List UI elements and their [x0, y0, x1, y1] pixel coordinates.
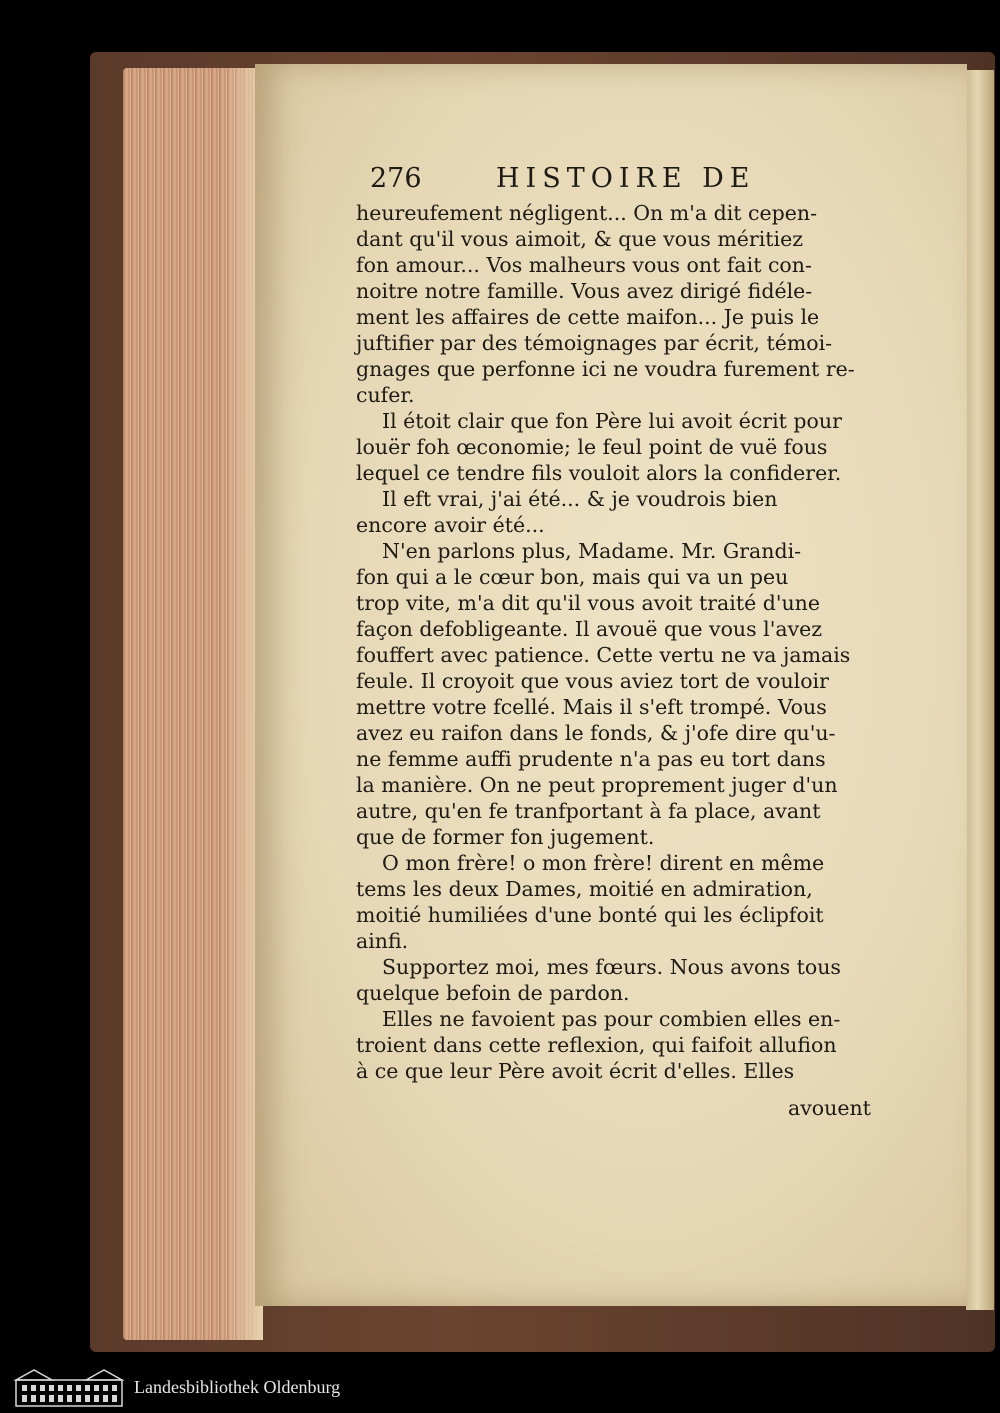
- library-building-icon: [14, 1368, 124, 1408]
- text-line: louër foh œconomie; le feul point de vuë fous: [356, 435, 828, 459]
- text-line: à ce que leur Père avoit écrit d'elles. Elles: [356, 1059, 795, 1083]
- text-line: N'en parlons plus, Madame. Mr. Grandi-: [382, 539, 802, 563]
- text-line: avez eu raifon dans le fonds, & j'ofe dire qu'u-: [356, 721, 836, 745]
- text-line: tems les deux Dames, moitié en admiration,: [356, 877, 813, 901]
- text-line: lequel ce tendre fils vouloit alors la confiderer.: [356, 461, 842, 485]
- text-line: heureufement négligent... On m'a dit cepen-: [356, 201, 818, 225]
- text-line: Supportez moi, mes fœurs. Nous avons tous: [382, 955, 841, 979]
- text-line: dant qu'il vous aimoit, & que vous méritiez: [356, 227, 803, 251]
- running-title: HISTOIRE DE: [496, 163, 756, 194]
- text-line: juftifier par des témoignages par écrit, témoi-: [356, 331, 833, 355]
- text-line: Elles ne favoient pas pour combien elles en-: [382, 1007, 841, 1031]
- text-line: troient dans cette reflexion, qui faifoit allufion: [356, 1033, 837, 1057]
- page-header: [370, 163, 790, 203]
- text-line: quelque befoin de pardon.: [356, 981, 630, 1005]
- facing-page-edge: [966, 70, 994, 1310]
- catchword: avouent: [788, 1096, 871, 1120]
- body-text: [356, 200, 896, 1084]
- library-name: Landesbibliothek Oldenburg: [134, 1377, 341, 1397]
- text-line: fon qui a le cœur bon, mais qui va un peu: [356, 565, 789, 589]
- text-line: trop vite, m'a dit qu'il vous avoit traité d'une: [356, 591, 821, 615]
- footer-bar: [0, 1360, 1000, 1413]
- text-line: fouffert avec patience. Cette vertu ne va jamais: [356, 643, 851, 667]
- text-line: mettre votre fcellé. Mais il s'eft trompé. Vous: [356, 695, 827, 719]
- text-line: la manière. On ne peut proprement juger d'un: [356, 773, 838, 797]
- text-line: gnages que perfonne ici ne voudra furement re-: [356, 357, 855, 381]
- text-line: Il étoit clair que fon Père lui avoit écrit pour: [382, 409, 842, 433]
- text-line: façon defobligeante. Il avouë que vous l'avez: [356, 617, 823, 641]
- text-line: ainfi.: [356, 929, 409, 953]
- text-line: cufer.: [356, 383, 415, 407]
- text-line: ment les affaires de cette maifon... Je puis le: [356, 305, 820, 329]
- text-line: O mon frère! o mon frère! dirent en même: [382, 851, 825, 875]
- page-edges: [123, 68, 263, 1340]
- page-number: 276: [370, 163, 422, 194]
- text-line: que de former fon jugement.: [356, 825, 655, 849]
- text-line: noitre notre famille. Vous avez dirigé fidéle-: [356, 279, 813, 303]
- text-line: autre, qu'en fe tranfportant à fa place, avant: [356, 799, 821, 823]
- text-line: Il eft vrai, j'ai été... & je voudrois bien: [382, 487, 778, 511]
- text-line: encore avoir été...: [356, 513, 545, 537]
- text-line: fon amour... Vos malheurs vous ont fait con-: [356, 253, 812, 277]
- text-line: moitié humiliées d'une bonté qui les éclipfoit: [356, 903, 824, 927]
- text-line: feule. Il croyoit que vous aviez tort de vouloir: [356, 669, 829, 693]
- text-line: ne femme auffi prudente n'a pas eu tort dans: [356, 747, 826, 771]
